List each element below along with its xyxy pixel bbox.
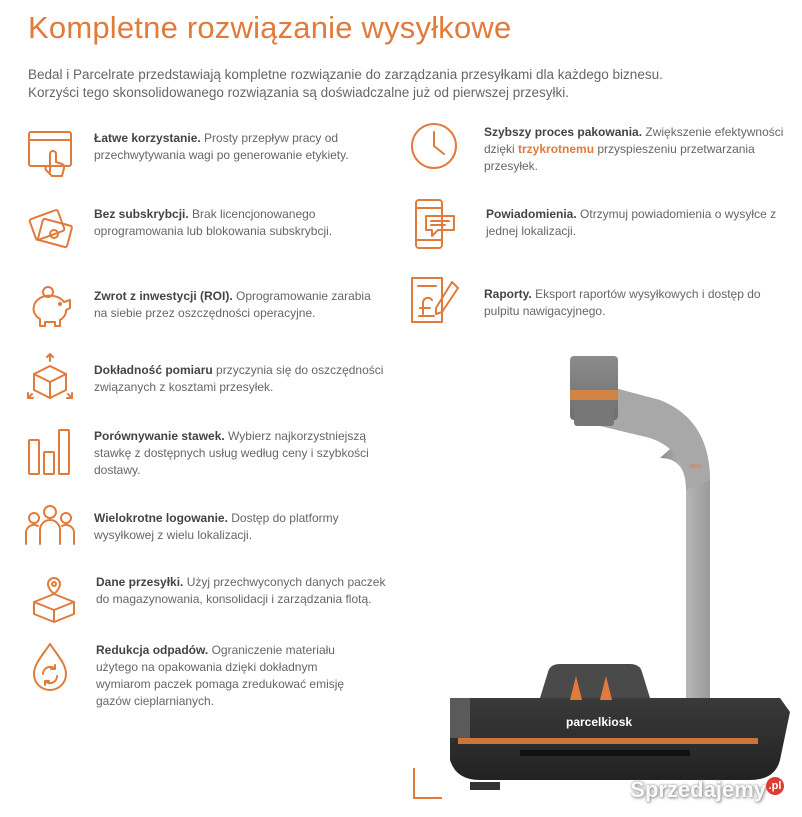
feature-title: Łatwe korzystanie. bbox=[94, 131, 201, 145]
box-measure-icon bbox=[24, 352, 76, 404]
feature-title: Szybszy proces pakowania. bbox=[484, 125, 643, 139]
feature-desc: Zwiększenie efektywności dzięki bbox=[484, 125, 784, 156]
feature-title: Raporty. bbox=[484, 287, 532, 301]
feature-title: Dane przesyłki. bbox=[96, 575, 184, 589]
hand-click-icon bbox=[24, 128, 76, 180]
intro-line-1: Bedal i Parcelrate przedstawiają kompletne rozwiązanie do zarządzania przesyłkami dla każdego biznesu. bbox=[28, 67, 663, 82]
feature-title: Dokładność pomiaru bbox=[94, 363, 213, 377]
intro-text bbox=[28, 66, 788, 102]
feature-title: Powiadomienia. bbox=[486, 207, 577, 221]
feature-desc-end: przyspieszeniu przetwarzania przesyłek. bbox=[484, 142, 755, 173]
feature-desc: Użyj przechwyconych danych paczek do magazynowania, konsolidacji i zarządzania flotą. bbox=[96, 575, 386, 606]
svg-text:MAX: MAX bbox=[690, 464, 701, 470]
feature-title: Redukcja odpadów. bbox=[96, 643, 209, 657]
watermark bbox=[630, 777, 784, 803]
feature-desc: Ograniczenie materiału użytego na opakowania dzięki dokładnym wymiarom paczek pomaga zredukować emisję gazów cieplarnianych. bbox=[96, 643, 345, 708]
bar-chart-icon bbox=[24, 426, 76, 478]
feature-desc: przyczynia się do oszczędności związanych z kosztami przesyłek. bbox=[94, 363, 384, 394]
feature-desc: Prosty przepływ pracy od przechwytywania wagi po generowanie etykiety. bbox=[94, 131, 349, 162]
recycle-drop-icon bbox=[24, 640, 76, 692]
page-title: Kompletne rozwiązanie wysyłkowe bbox=[28, 10, 512, 45]
product-illustration bbox=[410, 340, 802, 817]
box-location-icon bbox=[28, 572, 80, 624]
watermark-text: Sprzedajemy bbox=[630, 777, 766, 802]
feature-desc: Wybierz najkorzystniejszą stawkę z dostępnych usług według ceny i szybkości dostawy. bbox=[94, 429, 369, 477]
feature-desc: Otrzymuj powiadomienia o wysyłce z jednej lokalizacji. bbox=[486, 207, 777, 238]
feature-highlight: trzykrotnemu bbox=[518, 142, 595, 156]
feature-desc: Dostęp do platformy wysyłkowej z wielu lokalizacji. bbox=[94, 511, 339, 542]
feature-desc: Oprogramowanie zarabia na siebie przez oszczędności operacyjne. bbox=[94, 289, 371, 320]
feature-title: Wielokrotne logowanie. bbox=[94, 511, 228, 525]
feature-desc: Brak licencjonowanego oprogramowania lub blokowania subskrybcji. bbox=[94, 207, 333, 238]
intro-line-2: Korzyści tego skonsolidowanego rozwiązania są doświadczalne już od pierwszej przesyłki. bbox=[28, 85, 570, 100]
clock-icon bbox=[408, 120, 460, 172]
feature-title: Bez subskrybcji. bbox=[94, 207, 189, 221]
scanner-arm bbox=[660, 440, 710, 740]
parcel-kiosk-product-image bbox=[410, 340, 802, 817]
feature-title: Zwrot z inwestycji (ROI). bbox=[94, 289, 233, 303]
users-icon bbox=[24, 500, 76, 552]
report-icon bbox=[408, 274, 460, 326]
product-brand-label: parcelkiosk bbox=[566, 715, 633, 729]
watermark-badge: .pl bbox=[766, 777, 784, 795]
phone-notification-icon bbox=[408, 198, 460, 250]
feature-desc: Eksport raportów wysyłkowych i dostęp do pulpitu nawigacyjnego. bbox=[484, 287, 761, 318]
corner-bracket-left bbox=[414, 768, 442, 798]
feature-title: Porównywanie stawek. bbox=[94, 429, 225, 443]
cards-icon bbox=[24, 204, 76, 256]
piggy-bank-icon bbox=[24, 280, 76, 332]
